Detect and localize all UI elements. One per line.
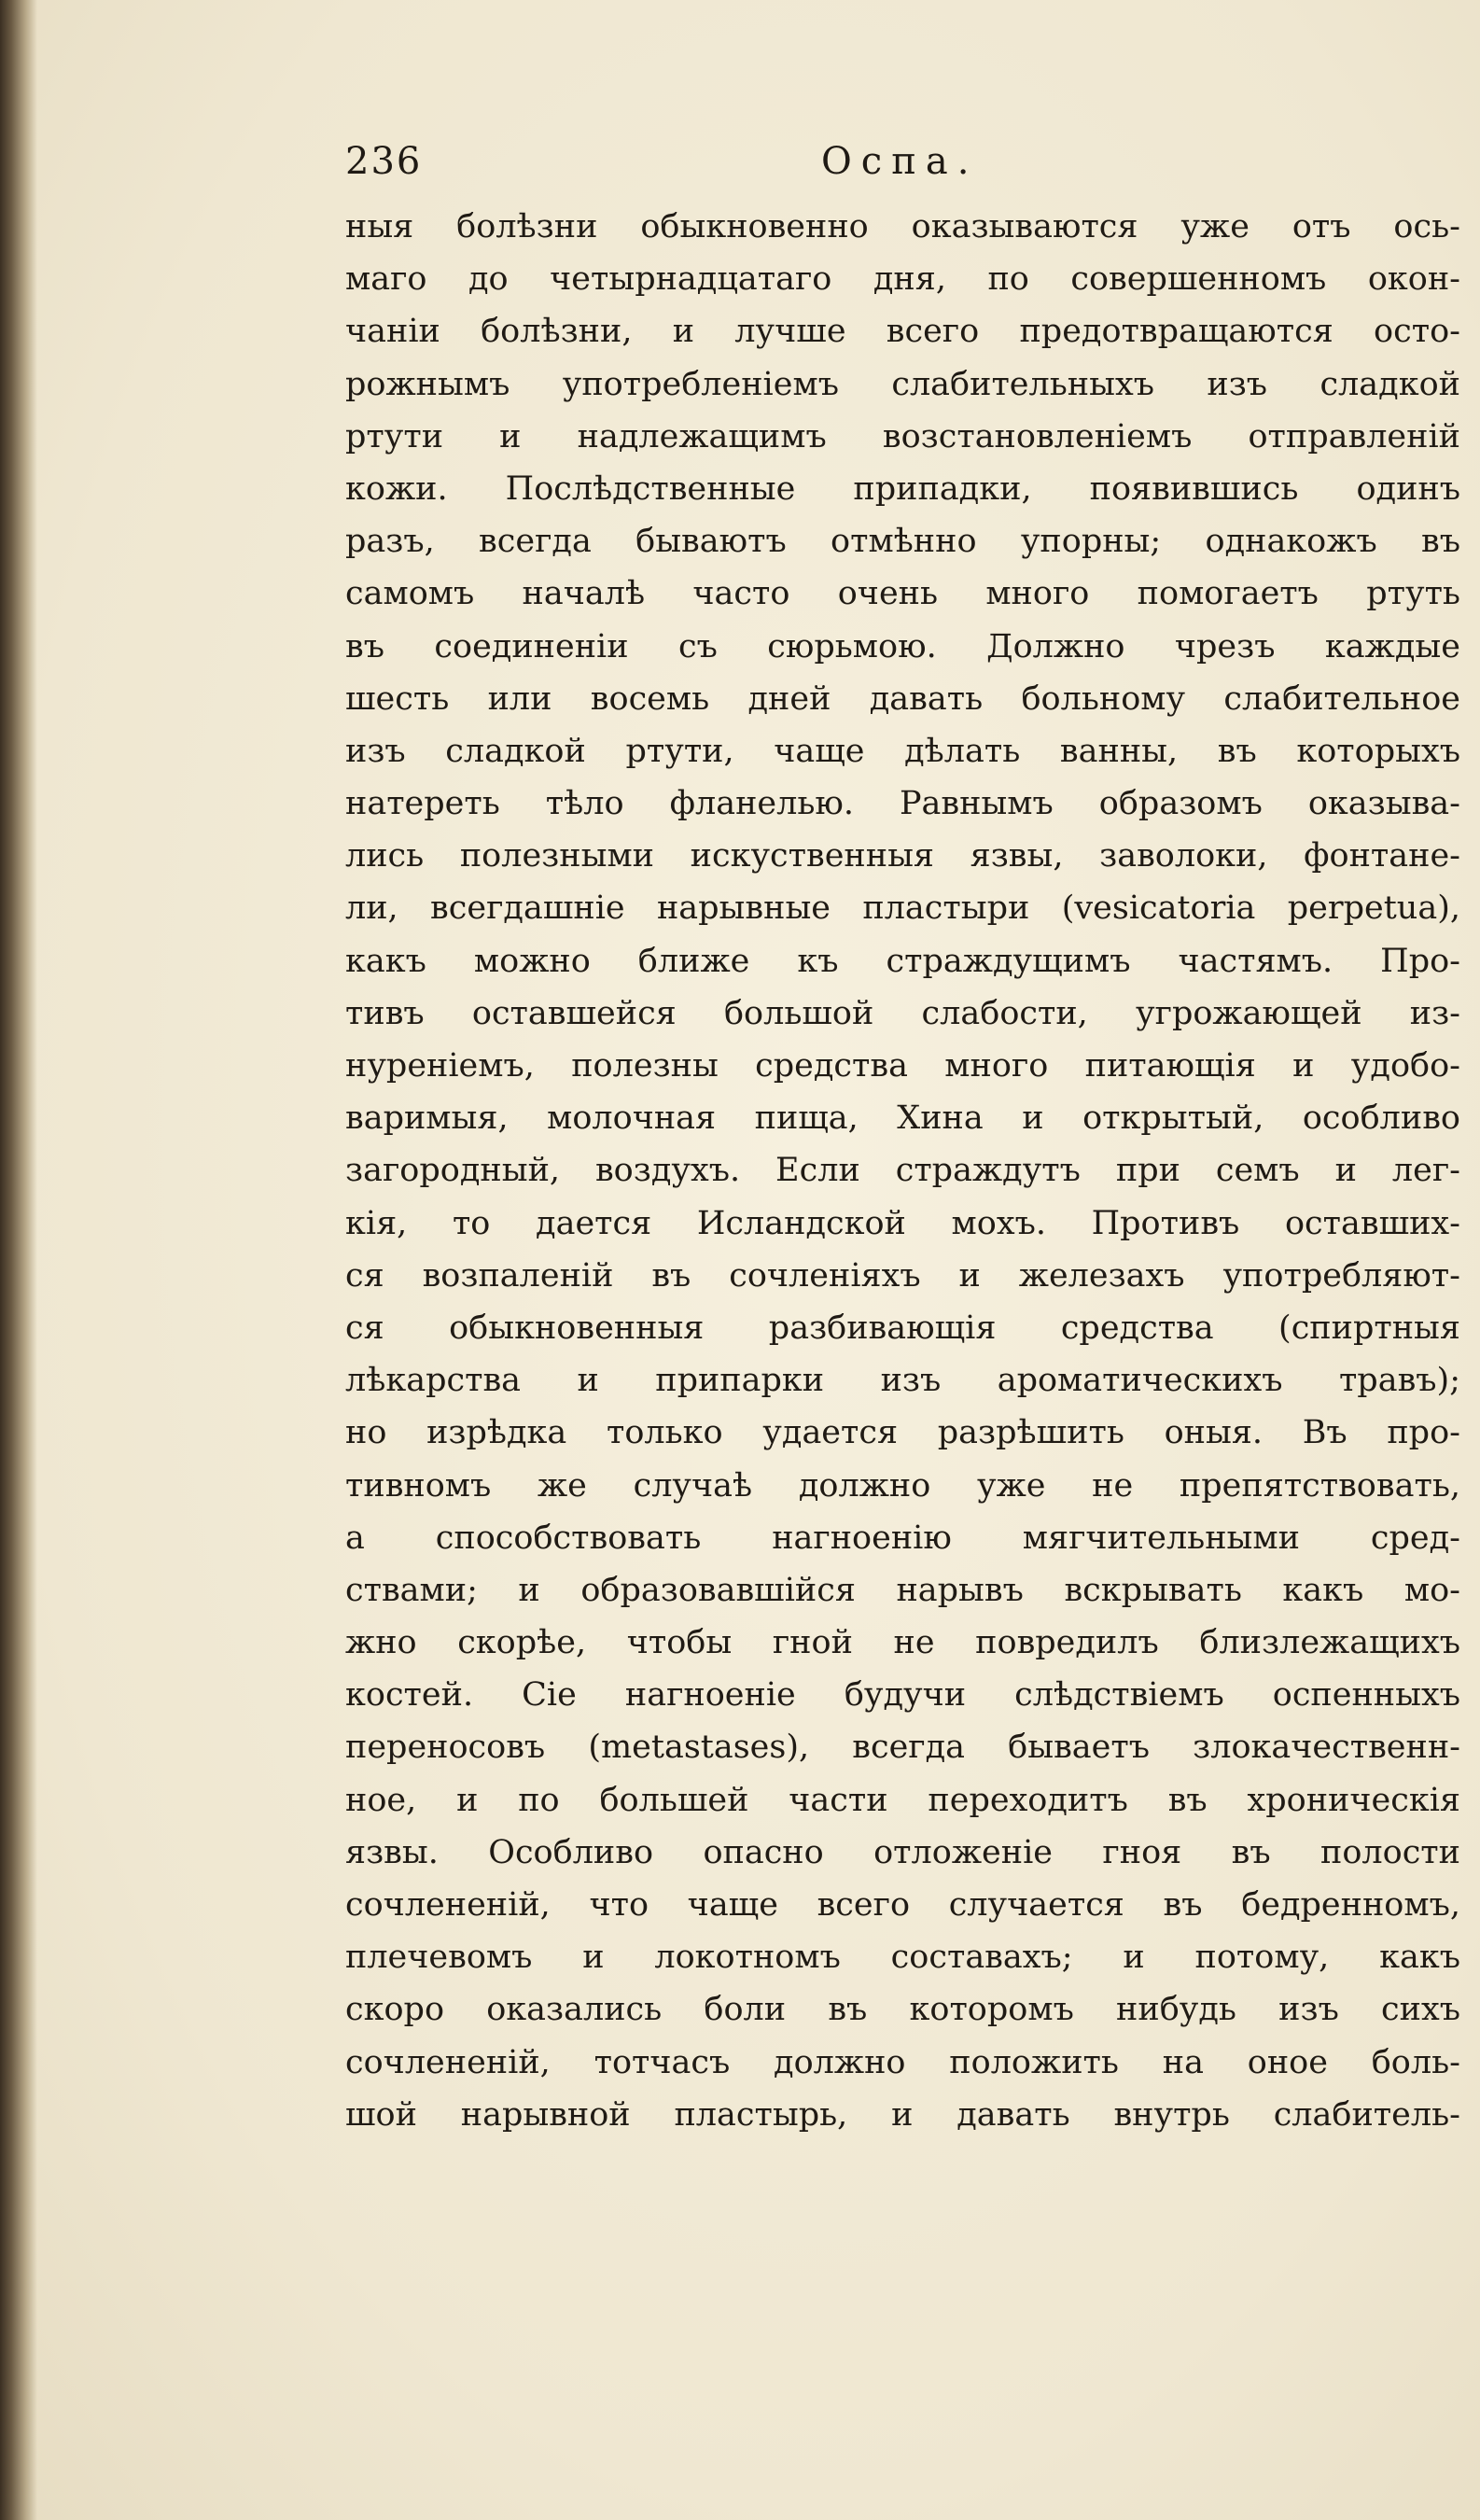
text-line: рожнымъ употребленіемъ слабительныхъ изъ сладкой [345, 365, 1460, 403]
text-line: ртути и надлежащимъ возстановленіемъ отправленій [345, 417, 1460, 455]
text-line: шой нарывной пластырь, и давать внутрь слабитель- [345, 2095, 1460, 2134]
text-line: но изрѣдка только удается разрѣшить оныя. Въ про- [345, 1414, 1460, 1452]
text-line: ся обыкновенныя разбивающія средства (спиртныя [345, 1309, 1460, 1347]
text-line: плечевомъ и локотномъ составахъ; и потому, какъ [345, 1939, 1460, 1977]
page-header [345, 140, 1465, 196]
text-line: жно скорѣе, чтобы гной не повредилъ близлежащихъ [345, 1624, 1460, 1662]
text-line: кожи. Послѣдственные припадки, появившись одинъ [345, 469, 1460, 508]
text-line: переносовъ (metastases), всегда бываетъ злокачественн- [345, 1729, 1460, 1767]
body-text [345, 201, 1460, 2141]
text-line: ли, всегдашніе нарывные пластыри (vesicatoria perpetua), [345, 889, 1460, 928]
text-line: лись полезными искуственныя язвы, заволоки, фонтане- [345, 837, 1460, 875]
binding-edge [0, 0, 37, 2520]
text-line: нуреніемъ, полезны средства много питающія и удобо- [345, 1047, 1460, 1085]
text-line: изъ сладкой ртути, чаще дѣлать ванны, въ которыхъ [345, 732, 1460, 770]
text-line: скоро оказались боли въ которомъ нибудь изъ сихъ [345, 1991, 1460, 2029]
text-line: маго до четырнадцатаго дня, по совершенномъ окон- [345, 260, 1460, 299]
text-line: сочлененій, что чаще всего случается въ бедренномъ, [345, 1886, 1460, 1924]
text-line: варимыя, молочная пища, Хина и открытый, особливо [345, 1099, 1460, 1138]
text-line: чаніи болѣзни, и лучше всего предотвращаются осто- [345, 313, 1460, 351]
text-line: ное, и по большей части переходитъ въ хроническія [345, 1781, 1460, 1819]
text-line: самомъ началѣ часто очень много помогаетъ ртуть [345, 575, 1460, 613]
text-line: тивъ оставшейся большой слабости, угрожающей из- [345, 994, 1460, 1032]
text-line: въ соединеніи съ сюрьмою. Должно чрезъ каждые [345, 627, 1460, 665]
text-line: а способствовать нагноенію мягчительными сред- [345, 1519, 1460, 1557]
text-line: костей. Сіе нагноеніе будучи слѣдствіемъ оспенныхъ [345, 1676, 1460, 1715]
text-line: ся возпаленій въ сочленіяхъ и железахъ употребляют- [345, 1256, 1460, 1295]
running-title: Оспа. [821, 140, 979, 183]
text-line: кія, то дается Исландской мохъ. Противъ оставших- [345, 1204, 1460, 1242]
text-line: язвы. Особливо опасно отложеніе гноя въ полости [345, 1833, 1460, 1871]
text-line: ныя болѣзни обыкновенно оказываются уже отъ ось- [345, 208, 1460, 245]
text-line: лѣкарства и припарки изъ ароматическихъ травъ); [345, 1362, 1460, 1400]
text-line: натереть тѣло фланелью. Равнымъ образомъ оказыва- [345, 785, 1460, 823]
text-line: разъ, всегда бываютъ отмѣнно упорны; однакожъ въ [345, 523, 1460, 561]
text-line: ствами; и образовавшійся нарывъ вскрывать какъ мо- [345, 1571, 1460, 1609]
text-line: тивномъ же случаѣ должно уже не препятствовать, [345, 1466, 1460, 1505]
text-line: загородный, воздухъ. Если страждутъ при семъ и лег- [345, 1152, 1460, 1190]
text-line: шесть или восемь дней давать больному слабительное [345, 679, 1460, 718]
page-number: 236 [345, 140, 423, 183]
text-line: какъ можно ближе къ страждущимъ частямъ. Про- [345, 942, 1460, 980]
text-line: сочлененій, тотчасъ должно положить на оное боль- [345, 2043, 1460, 2081]
